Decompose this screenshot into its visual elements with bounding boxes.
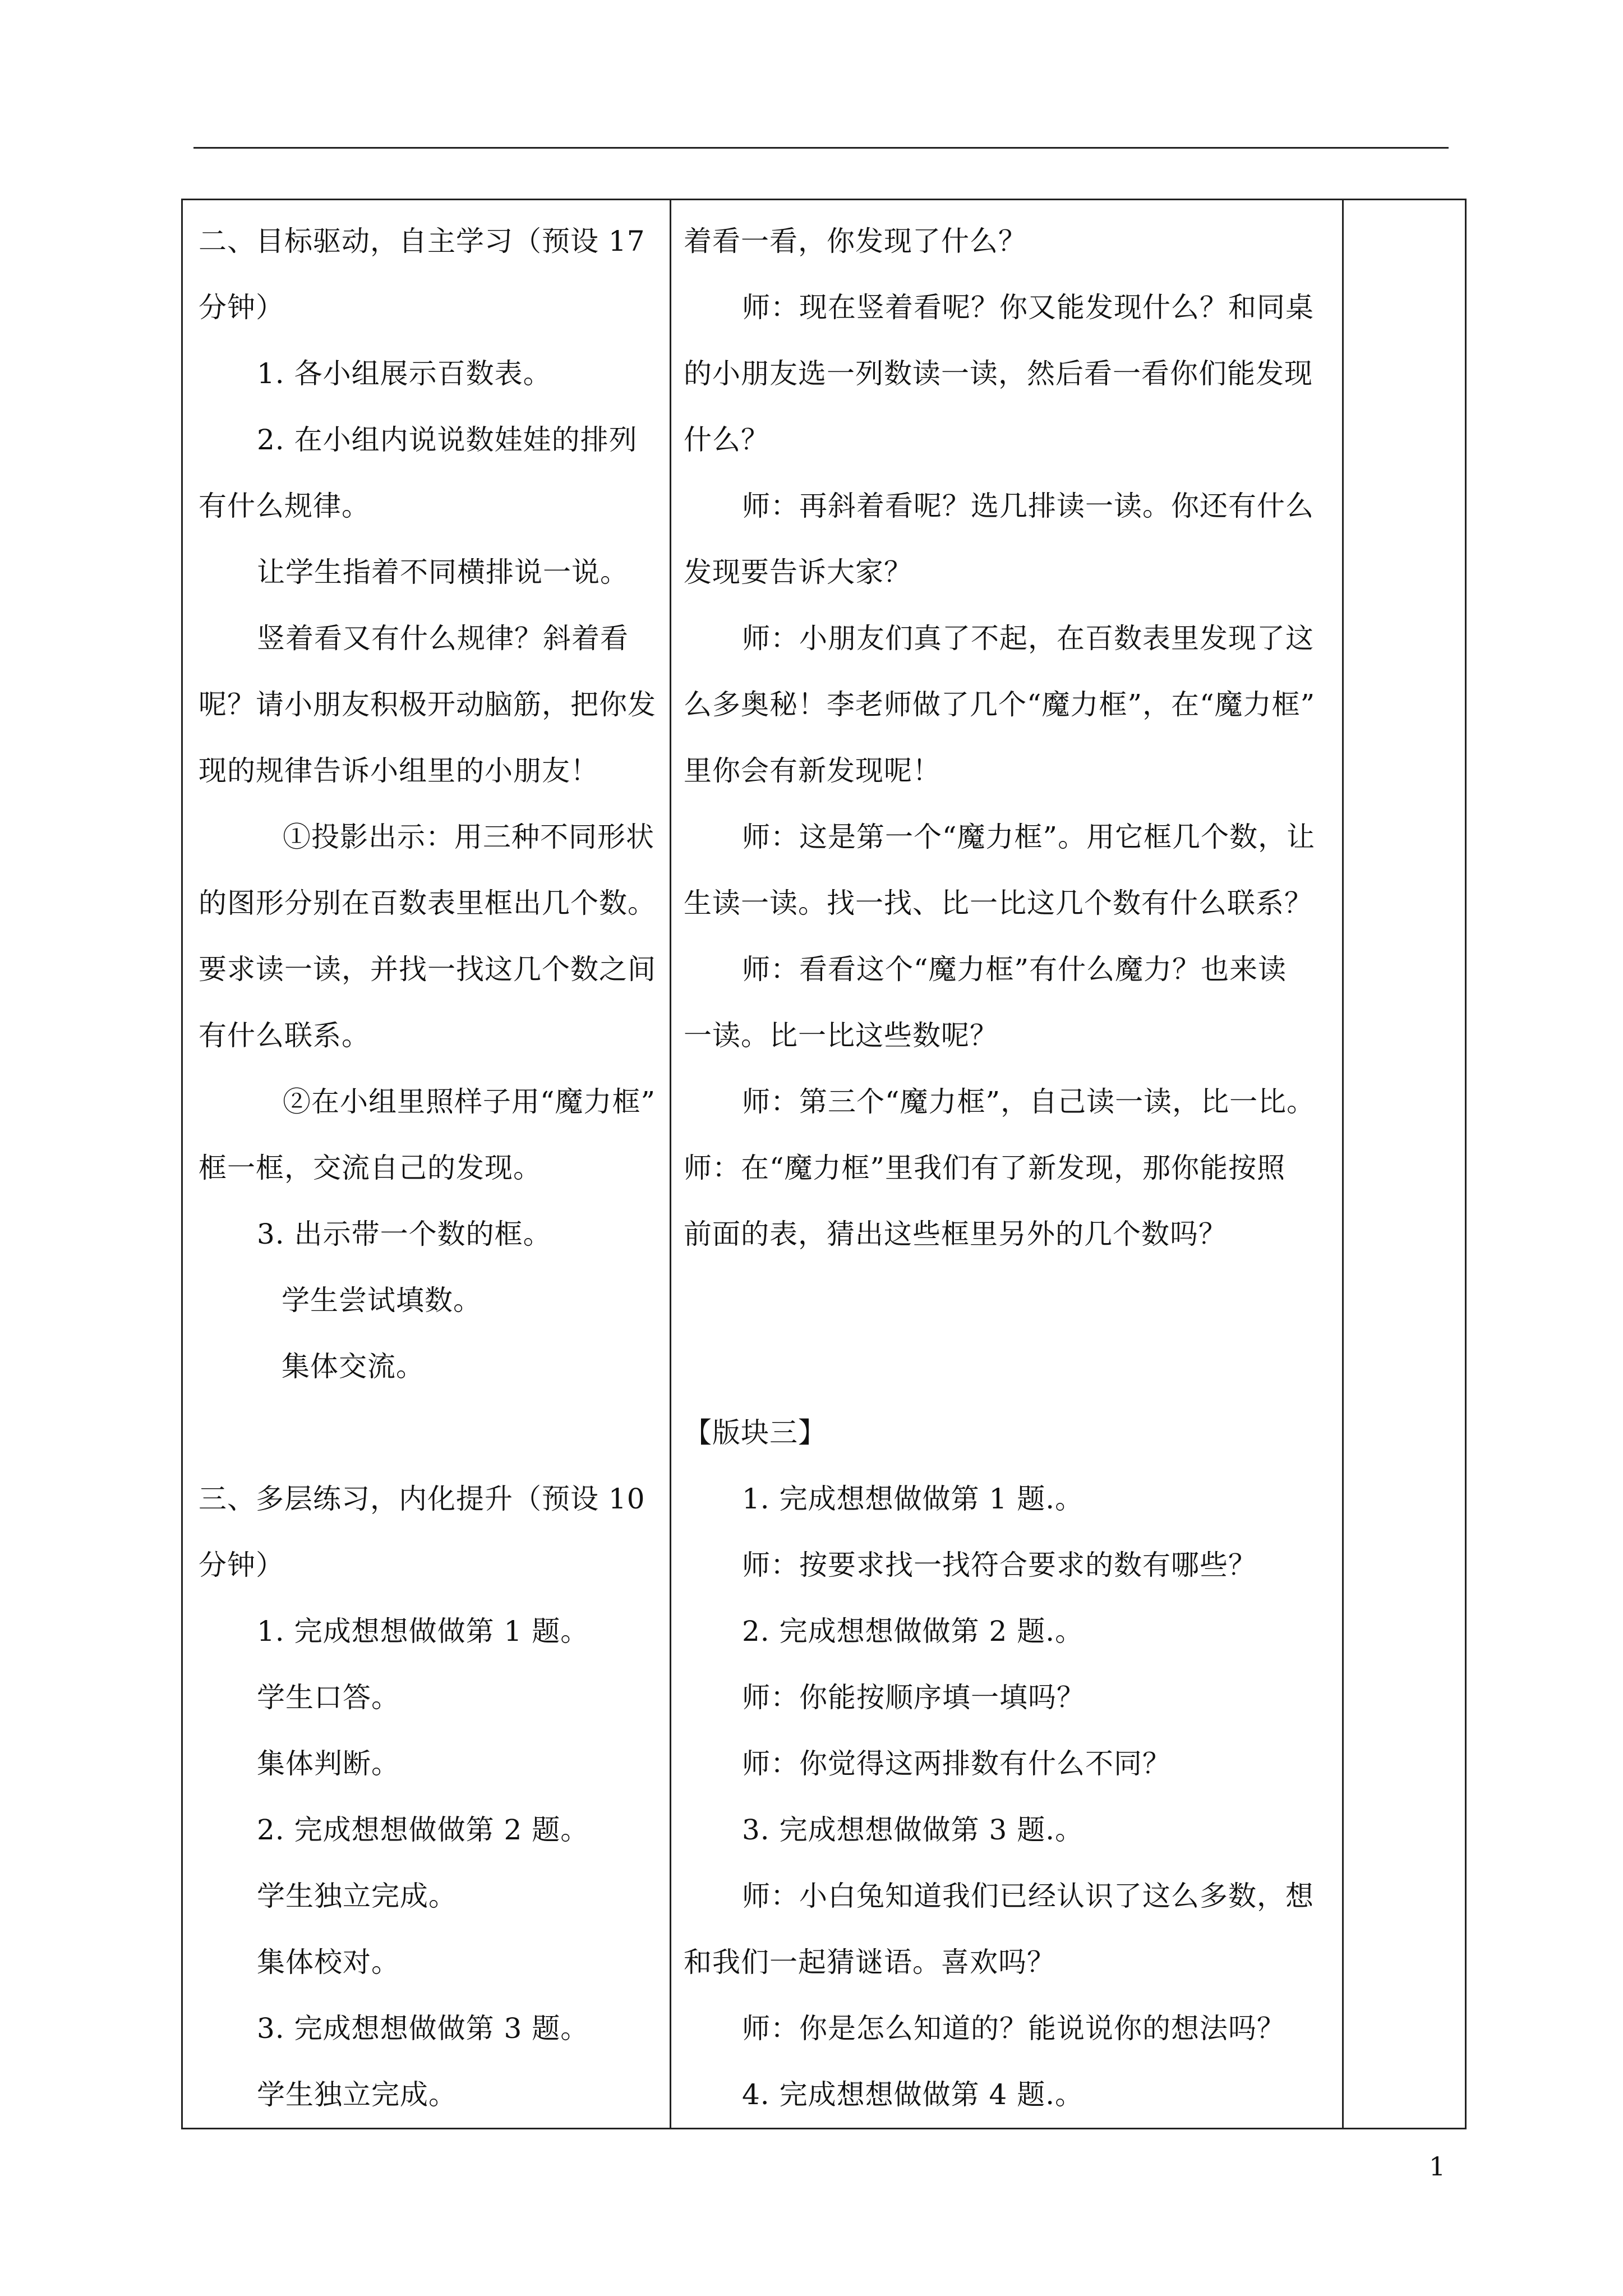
mid-line-14: 师：第三个“魔力框”，自己读一读，比一比。	[742, 1085, 1316, 1118]
teacher-script-cell	[671, 200, 1343, 2129]
mid-line-1: 着看一看，你发现了什么？	[684, 225, 1027, 257]
section-heading: 【版块三】	[684, 1416, 827, 1449]
left-line-4: 2. 在小组内说说数娃娃的排列	[257, 424, 638, 456]
mid-line-9: 里你会有新发现呢！	[684, 754, 941, 787]
mid-line-28: 师：你是怎么知道的？能说说你的想法吗？	[742, 2012, 1285, 2045]
left-line-11: 的图形分别在百数表里框出几个数。	[199, 887, 656, 919]
mid-line-3: 的小朋友选一列数读一读，然后看一看你们能发现	[684, 357, 1313, 390]
lesson-plan-table	[181, 199, 1467, 2129]
left-line-22: 1. 完成想想做做第 1 题。	[257, 1615, 589, 1648]
mid-line-25: 3. 完成想想做做第 3 题.。	[742, 1814, 1084, 1846]
left-line-20: 三、多层练习，内化提升（预设 10	[199, 1483, 645, 1515]
left-line-26: 学生独立完成。	[257, 1880, 457, 1912]
mid-line-5: 师：再斜着看呢？选几排读一读。你还有什么	[742, 490, 1314, 522]
mid-line-16: 前面的表，猜出这些框里另外的几个数吗？	[684, 1218, 1227, 1250]
left-line-5: 有什么规律。	[199, 490, 370, 522]
mid-line-6: 发现要告诉大家？	[684, 556, 912, 588]
left-line-13: 有什么联系。	[199, 1019, 370, 1052]
left-line-28: 3. 完成想想做做第 3 题。	[257, 2012, 589, 2045]
mid-line-24: 师：你觉得这两排数有什么不同？	[742, 1747, 1171, 1780]
left-line-27: 集体校对。	[257, 1946, 400, 1978]
mid-line-8: 么多奥秘！李老师做了几个“魔力框”，在“魔力框”	[684, 688, 1316, 721]
mid-line-29: 4. 完成想想做做第 4 题.。	[742, 2078, 1084, 2111]
mid-line-27: 和我们一起猜谜语。喜欢吗？	[684, 1946, 1055, 1978]
header-rule	[193, 147, 1449, 149]
left-line-17: 学生尝试填数。	[282, 1284, 482, 1317]
left-line-16: 3. 出示带一个数的框。	[257, 1218, 552, 1250]
mid-line-11: 生读一读。找一找、比一比这几个数有什么联系？	[684, 887, 1313, 919]
left-line-2: 分钟）	[199, 291, 284, 324]
left-line-24: 集体判断。	[257, 1747, 400, 1780]
page-number: 1	[1429, 2151, 1446, 2182]
left-blank-line	[199, 1400, 660, 1466]
left-line-21: 分钟）	[199, 1549, 284, 1581]
left-line-23: 学生口答。	[257, 1681, 400, 1714]
left-line-3: 1. 各小组展示百数表。	[257, 357, 552, 390]
left-line-10: ①投影出示：用三种不同形状	[283, 821, 654, 853]
left-line-29: 学生独立完成。	[257, 2078, 457, 2111]
mid-line-15: 师：在“魔力框”里我们有了新发现，那你能按照	[684, 1152, 1286, 1184]
left-line-14: ②在小组里照样子用“魔力框”	[283, 1085, 656, 1118]
teaching-steps-cell	[182, 200, 671, 2129]
mid-line-10: 师：这是第一个“魔力框”。用它框几个数，让	[742, 821, 1316, 853]
left-line-8: 呢？请小朋友积极开动脑筋，把你发	[199, 688, 656, 721]
left-line-6: 让学生指着不同横排说一说。	[257, 556, 629, 588]
left-line-25: 2. 完成想想做做第 2 题。	[257, 1814, 589, 1846]
left-line-1: 二、目标驱动，自主学习（预设 17	[199, 225, 645, 257]
left-line-15: 框一框，交流自己的发现。	[199, 1152, 542, 1184]
mid-line-22: 2. 完成想想做做第 2 题.。	[742, 1615, 1084, 1648]
mid-line-21: 师：按要求找一找符合要求的数有哪些？	[742, 1549, 1257, 1581]
mid-line-23: 师：你能按顺序填一填吗？	[742, 1681, 1085, 1714]
mid-line-20: 1. 完成想想做做第 1 题.。	[742, 1483, 1084, 1515]
mid-line-4: 什么？	[684, 424, 769, 456]
left-line-9: 现的规律告诉小组里的小朋友！	[199, 754, 599, 787]
left-line-18: 集体交流。	[282, 1350, 425, 1383]
mid-line-7: 师：小朋友们真了不起，在百数表里发现了这	[742, 622, 1314, 655]
left-line-7: 竖着看又有什么规律？斜着看	[257, 622, 629, 655]
notes-cell	[1343, 200, 1466, 2129]
table-row	[182, 200, 1466, 2129]
mid-line-12: 师：看看这个“魔力框”有什么魔力？也来读	[742, 953, 1287, 986]
mid-blank-line-1	[684, 1267, 1332, 1333]
mid-line-2: 师：现在竖着看呢？你又能发现什么？和同桌	[742, 291, 1314, 324]
mid-line-13: 一读。比一比这些数呢？	[684, 1019, 998, 1052]
mid-blank-line-2	[684, 1333, 1332, 1400]
left-line-12: 要求读一读，并找一找这几个数之间	[199, 953, 656, 986]
mid-line-26: 师：小白兔知道我们已经认识了这么多数，想	[742, 1880, 1314, 1912]
